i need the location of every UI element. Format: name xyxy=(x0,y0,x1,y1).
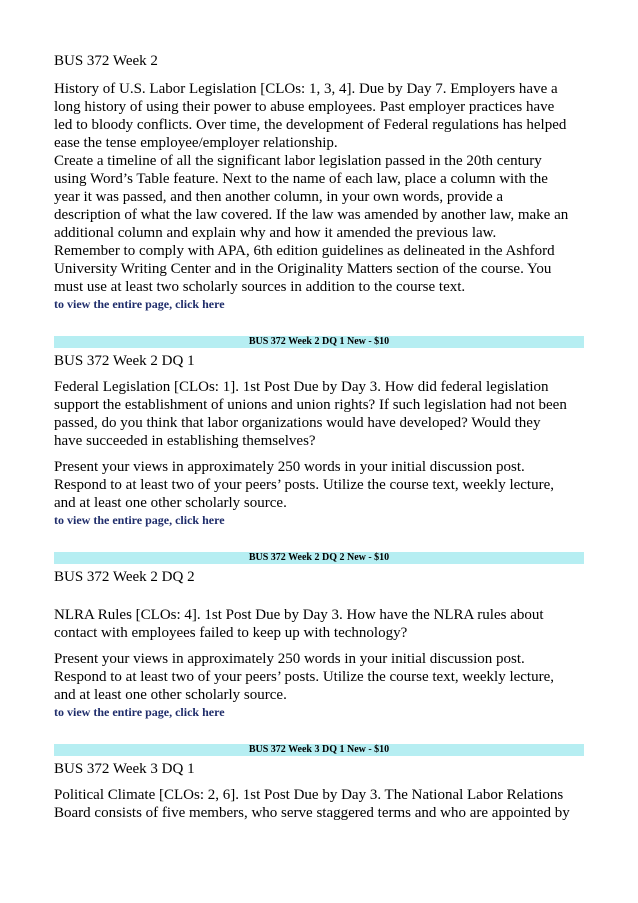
text-line: and at least one other scholarly source. xyxy=(54,495,287,511)
text-line: led to bloody conflicts. Over time, the development of Federal regulations has helped xyxy=(54,117,567,133)
section-title: BUS 372 Week 2 DQ 2 xyxy=(54,569,195,585)
section-title: BUS 372 Week 3 DQ 1 xyxy=(54,761,195,777)
section-banner[interactable]: BUS 372 Week 3 DQ 1 New - $10 xyxy=(54,744,584,756)
text-line: support the establishment of unions and union rights? If such legislation had not been xyxy=(54,397,567,413)
text-line: additional column and explain why and how it amended the previous law. xyxy=(54,225,497,241)
text-line: ease the tense employee/employer relationship. xyxy=(54,135,338,151)
text-line: have succeeded in establishing themselves? xyxy=(54,433,316,449)
view-page-link[interactable]: to view the entire page, click here xyxy=(54,705,225,719)
section-banner[interactable]: BUS 372 Week 2 DQ 1 New - $10 xyxy=(54,336,584,348)
text-line: long history of using their power to abuse employees. Past employer practices have xyxy=(54,99,555,115)
view-page-link[interactable]: to view the entire page, click here xyxy=(54,513,225,527)
text-line: NLRA Rules [CLOs: 4]. 1st Post Due by Day 3. How have the NLRA rules about xyxy=(54,607,544,623)
text-line: Board consists of five members, who serve staggered terms and who are appointed by xyxy=(54,805,570,821)
intro-paragraph xyxy=(54,80,584,296)
text-line: Create a timeline of all the significant labor legislation passed in the 20th century xyxy=(54,153,542,169)
document-page xyxy=(54,52,584,822)
text-line: Remember to comply with APA, 6th edition guidelines as delineated in the Ashford xyxy=(54,243,555,259)
text-line: Federal Legislation [CLOs: 1]. 1st Post Due by Day 3. How did federal legislation xyxy=(54,379,549,395)
intro-title: BUS 372 Week 2 xyxy=(54,53,158,69)
text-line: description of what the law covered. If the law was amended by another law, make an xyxy=(54,207,569,223)
view-page-link[interactable]: to view the entire page, click here xyxy=(54,297,225,311)
text-line: contact with employees failed to keep up with technology? xyxy=(54,625,408,641)
section-banner[interactable]: BUS 372 Week 2 DQ 2 New - $10 xyxy=(54,552,584,564)
text-line: Present your views in approximately 250 words in your initial discussion post. xyxy=(54,651,525,667)
text-line: must use at least two scholarly sources in addition to the course text. xyxy=(54,279,466,295)
section-paragraph xyxy=(54,378,584,450)
text-line: University Writing Center and in the Originality Matters section of the course. You xyxy=(54,261,552,277)
text-line: passed, do you think that labor organizations would have developed? Would they xyxy=(54,415,541,431)
text-line: year it was passed, and then another column, in your own words, provide a xyxy=(54,189,504,205)
section-paragraph xyxy=(54,786,584,822)
section-paragraph xyxy=(54,650,584,704)
text-line: using Word’s Table feature. Next to the name of each law, place a column with the xyxy=(54,171,548,187)
text-line: and at least one other scholarly source. xyxy=(54,687,287,703)
text-line: Respond to at least two of your peers’ posts. Utilize the course text, weekly lecture, xyxy=(54,669,554,685)
section-paragraph xyxy=(54,458,584,512)
text-line: Respond to at least two of your peers’ posts. Utilize the course text, weekly lecture, xyxy=(54,477,554,493)
text-line: Present your views in approximately 250 words in your initial discussion post. xyxy=(54,459,525,475)
text-line: Political Climate [CLOs: 2, 6]. 1st Post Due by Day 3. The National Labor Relations xyxy=(54,787,564,803)
section-paragraph xyxy=(54,606,584,642)
section-title: BUS 372 Week 2 DQ 1 xyxy=(54,353,195,369)
text-line: History of U.S. Labor Legislation [CLOs: 1, 3, 4]. Due by Day 7. Employers have a xyxy=(54,81,558,97)
